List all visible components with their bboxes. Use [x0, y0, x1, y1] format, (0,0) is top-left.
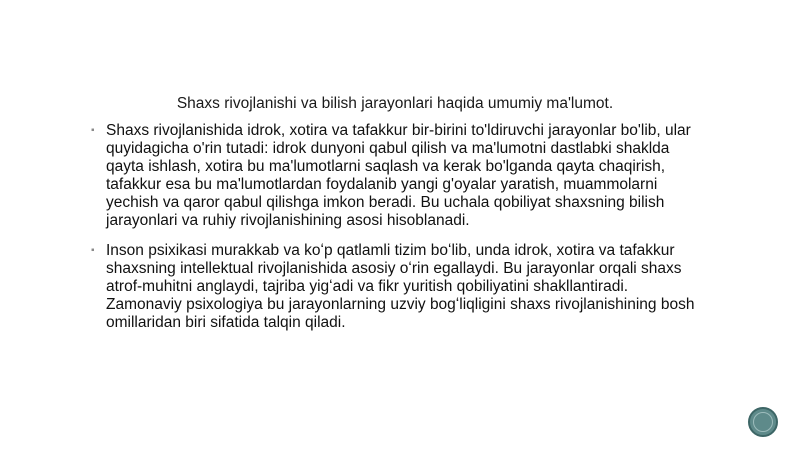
bullet-list	[88, 122, 708, 344]
slide-title: Shaxs rivojlanishi va bilish jarayonlari haqida umumiy ma'lumot.	[176, 95, 614, 112]
bullet-square-icon: ▪	[91, 245, 95, 256]
bullet-item	[88, 122, 708, 230]
bullet-text: Shaxs rivojlanishida idrok, xotira va tafakkur bir-birini to'ldiruvchi jarayonlar bo'lib, ular quyidagicha o'rin tutadi: idrok dunyoni qabul qilish va ma'lumotni dastlabki shaklda qayta ishlash, xotira bu ma'lumotlarni saqlash va kerak bo'lganda qayta chaqirish, tafakkur esa bu ma'lumotlardan foydalanib yangi g'oyalar yaratish, muammolarni yechish va qaror qabul qilishga imkon beradi. Bu uchala qobiliyat shaxsning bilish jarayonlari va ruhiy rivojlanishining asosi hisoblanadi.	[106, 122, 691, 229]
bullet-square-icon: ▪	[91, 125, 95, 136]
bullet-item	[88, 242, 708, 332]
circle-nav-icon	[753, 412, 773, 432]
slide-nav-button[interactable]	[748, 407, 778, 437]
bullet-text: Inson psixikasi murakkab va koʻp qatlamli tizim boʻlib, unda idrok, xotira va tafakkur shaxsning intellektual rivojlanishida asosiy oʻrin egallaydi. Bu jarayonlar orqali shaxs atrof-muhitni anglaydi, tajriba yigʻadi va fikr yuritish qobiliyatini shakllantiradi. Zamonaviy psixologiya bu jarayonlarning uzviy bogʻliqligini shaxs rivojlanishining bosh omillaridan biri sifatida talqin qiladi.	[106, 242, 695, 331]
